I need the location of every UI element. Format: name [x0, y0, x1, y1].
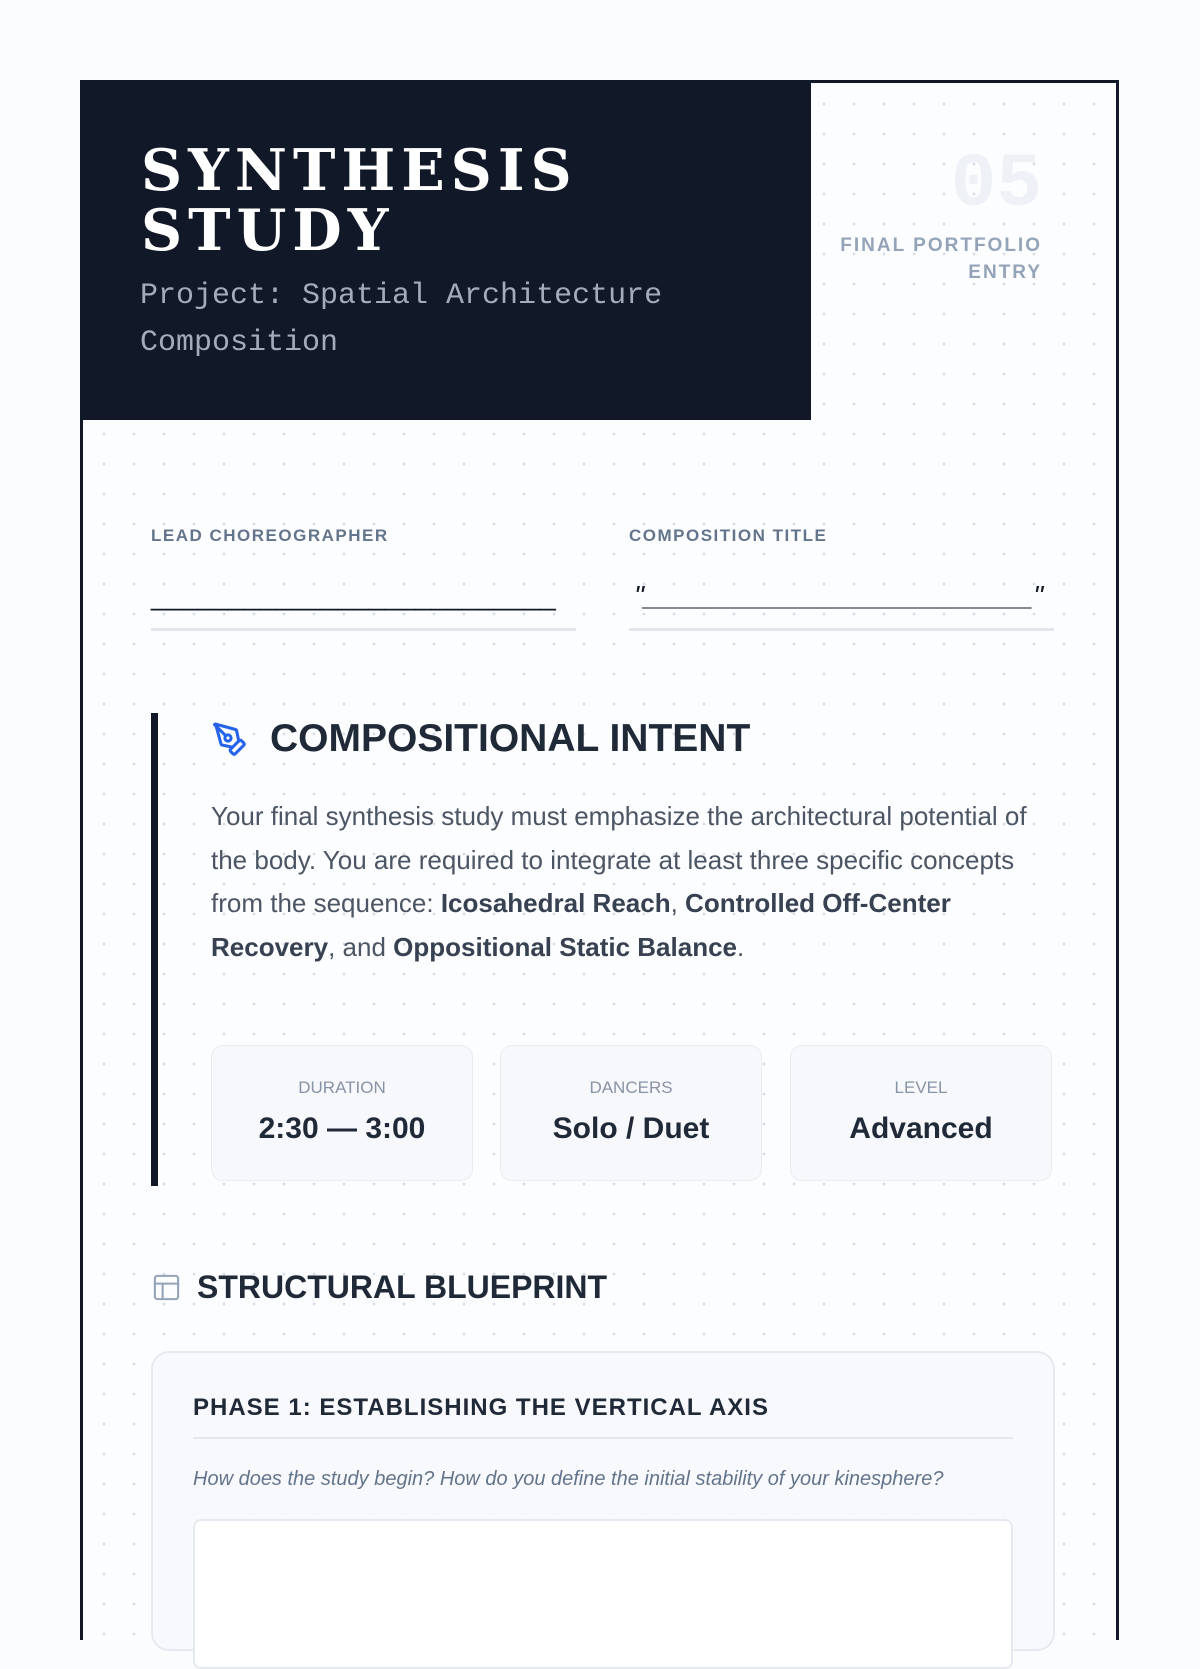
dancers-label: DANCERS — [589, 1078, 673, 1097]
level-label: LEVEL — [894, 1078, 948, 1097]
project-subtitle: Project: Spatial Architecture Composition — [140, 279, 663, 360]
lead-choreographer-label: LEAD CHOREOGRAPHER — [151, 526, 389, 545]
entry-label: FINAL PORTFOLIO ENTRY — [840, 235, 1042, 283]
composition-title-input[interactable] — [629, 576, 1054, 631]
page-title — [141, 137, 578, 264]
intent-description — [211, 795, 1031, 969]
composition-title-label: COMPOSITION TITLE — [629, 526, 828, 545]
phase-prompt: How does the study begin? How do you define the initial stability of your kinesphere? — [193, 1468, 944, 1490]
phase-card — [151, 1351, 1055, 1651]
level-card — [790, 1045, 1052, 1181]
level-value: Advanced — [849, 1112, 993, 1145]
duration-value: 2:30 — 3:00 — [258, 1112, 426, 1145]
pen-tool-icon — [211, 721, 248, 758]
study-requirements — [211, 1045, 1055, 1181]
title-line-1: SYNTHESIS — [141, 137, 578, 204]
intent-header — [211, 717, 750, 761]
intent-separator-2: , and — [328, 931, 394, 962]
lead-choreographer-input[interactable] — [151, 576, 576, 631]
intent-text-end: . — [737, 931, 745, 962]
composition-title-field — [629, 526, 1054, 631]
lead-choreographer-field — [151, 526, 576, 631]
blueprint-header — [151, 1267, 607, 1307]
duration-label: DURATION — [298, 1078, 386, 1097]
title-line-2: STUDY — [141, 197, 395, 264]
dancers-card — [500, 1045, 762, 1181]
entry-number: 05 — [950, 142, 1042, 228]
duration-card — [211, 1045, 473, 1181]
layout-icon — [151, 1272, 182, 1303]
phase-title: PHASE 1: ESTABLISHING THE VERTICAL AXIS — [193, 1393, 1013, 1439]
title-banner — [83, 83, 811, 420]
concept-icosahedral-reach: Icosahedral Reach — [440, 888, 671, 918]
intent-separator-1: , — [670, 888, 686, 918]
portfolio-worksheet — [80, 80, 1119, 1640]
phase-response-textarea[interactable] — [193, 1519, 1013, 1669]
blueprint-heading: STRUCTURAL BLUEPRINT — [197, 1269, 608, 1305]
concept-oppositional-balance: Oppositional Static Balance — [393, 931, 737, 962]
dancers-value: Solo / Duet — [552, 1112, 710, 1145]
concept-off-center-recovery: Controlled Off-Center Recovery — [211, 888, 951, 962]
intent-heading: COMPOSITIONAL INTENT — [270, 717, 751, 760]
compositional-intent-section — [151, 713, 1055, 1186]
intent-text-intro: Your final synthesis study must emphasize the architectural potential of the body. You are required to integrate at least three specific concepts from the sequence: — [211, 801, 1027, 918]
composition-title-value: "_________________________" — [634, 580, 1044, 611]
lead-choreographer-value: __________________________ — [151, 580, 556, 611]
